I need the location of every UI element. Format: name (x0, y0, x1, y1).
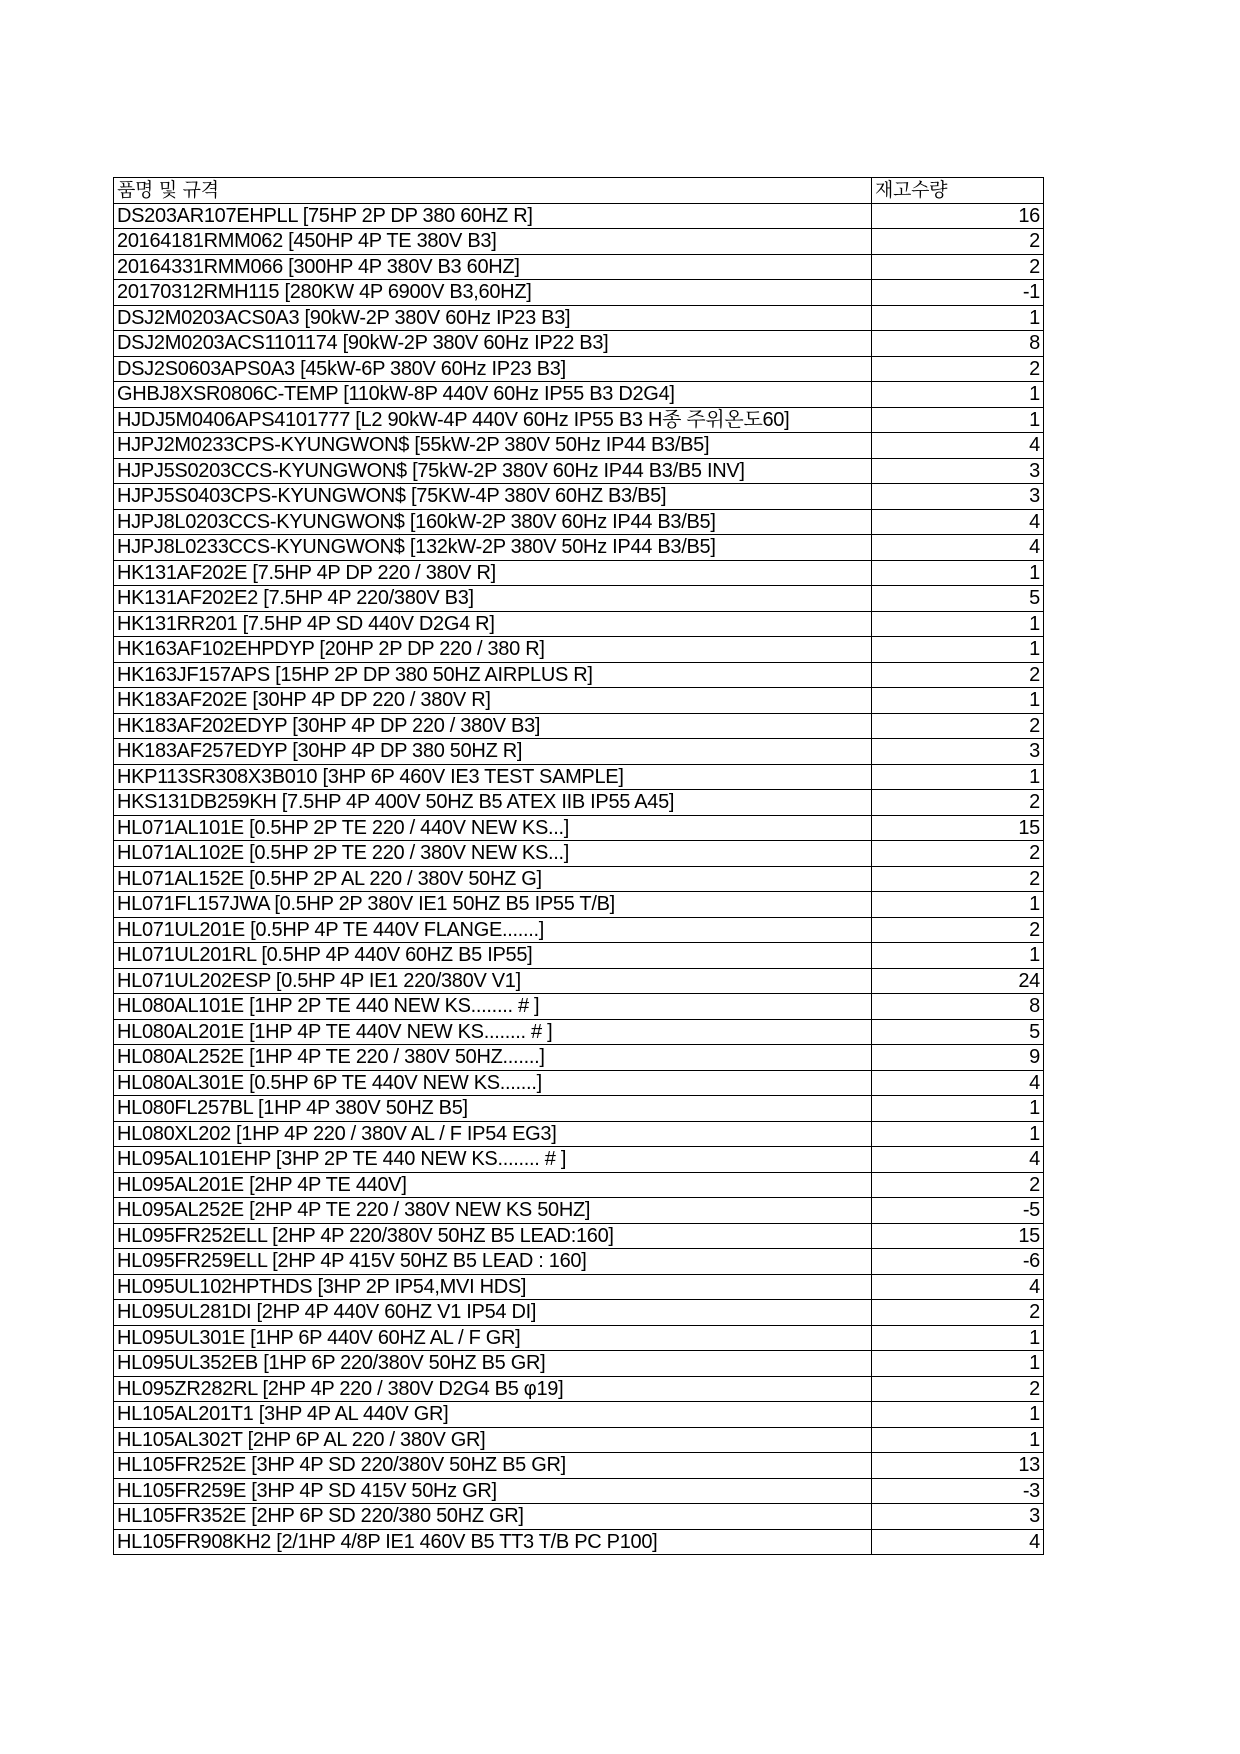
stock-qty-cell: -5 (872, 1198, 1044, 1224)
item-name-cell: HL080AL301E [0.5HP 6P TE 440V NEW KS.......] (114, 1070, 872, 1096)
table-header-row (114, 178, 1044, 204)
item-name-cell: 20164331RMM066 [300HP 4P 380V B3 60HZ] (114, 254, 872, 280)
table-row (114, 1376, 1044, 1402)
stock-qty-cell: 1 (872, 1427, 1044, 1453)
table-row (114, 458, 1044, 484)
table-row (114, 1045, 1044, 1071)
table-row (114, 968, 1044, 994)
item-name-cell: HL095AL252E [2HP 4P TE 220 / 380V NEW KS 50HZ] (114, 1198, 872, 1224)
item-name-cell: HL105FR352E [2HP 6P SD 220/380 50HZ GR] (114, 1504, 872, 1530)
table-row (114, 1070, 1044, 1096)
stock-qty-cell: 4 (872, 1274, 1044, 1300)
table-row (114, 994, 1044, 1020)
table-row (114, 407, 1044, 433)
item-name-cell: HK131AF202E [7.5HP 4P DP 220 / 380V R] (114, 560, 872, 586)
item-name-cell: HJPJ8L0233CCS-KYUNGWON$ [132kW-2P 380V 50Hz IP44 B3/B5] (114, 535, 872, 561)
stock-qty-cell: 1 (872, 943, 1044, 969)
table-row (114, 1121, 1044, 1147)
item-name-cell: HL095AL101EHP [3HP 2P TE 440 NEW KS........ # ] (114, 1147, 872, 1173)
stock-qty-cell: 4 (872, 1529, 1044, 1555)
stock-qty-cell: 2 (872, 1172, 1044, 1198)
table-row (114, 586, 1044, 612)
item-name-cell: DSJ2M0203ACS1101174 [90kW-2P 380V 60Hz IP22 B3] (114, 331, 872, 357)
stock-qty-cell: 2 (872, 1376, 1044, 1402)
table-row (114, 790, 1044, 816)
item-name-cell: HL071AL152E [0.5HP 2P AL 220 / 380V 50HZ G] (114, 866, 872, 892)
table-row (114, 1325, 1044, 1351)
stock-qty-cell: 1 (872, 892, 1044, 918)
table-row (114, 1427, 1044, 1453)
table-row (114, 535, 1044, 561)
stock-qty-cell: 1 (872, 407, 1044, 433)
stock-qty-cell: 8 (872, 331, 1044, 357)
item-name-cell: HL071UL201RL [0.5HP 4P 440V 60HZ B5 IP55] (114, 943, 872, 969)
stock-qty-cell: -1 (872, 280, 1044, 306)
stock-qty-cell: 4 (872, 433, 1044, 459)
stock-qty-cell: 1 (872, 688, 1044, 714)
table-row (114, 356, 1044, 382)
stock-qty-cell: 1 (872, 611, 1044, 637)
item-name-cell: HL071UL202ESP [0.5HP 4P IE1 220/380V V1] (114, 968, 872, 994)
stock-qty-cell: 13 (872, 1453, 1044, 1479)
stock-qty-cell: 2 (872, 790, 1044, 816)
stock-qty-cell: 15 (872, 1223, 1044, 1249)
table-row (114, 815, 1044, 841)
stock-qty-cell: 2 (872, 841, 1044, 867)
table-row (114, 509, 1044, 535)
table-row (114, 229, 1044, 255)
item-name-cell: DSJ2M0203ACS0A3 [90kW-2P 380V 60Hz IP23 B3] (114, 305, 872, 331)
stock-qty-cell: 15 (872, 815, 1044, 841)
table-row (114, 1172, 1044, 1198)
item-name-cell: HK183AF202EDYP [30HP 4P DP 220 / 380V B3] (114, 713, 872, 739)
item-name-cell: HL095FR252ELL [2HP 4P 220/380V 50HZ B5 LEAD:160] (114, 1223, 872, 1249)
item-name-cell: HL095UL281DI [2HP 4P 440V 60HZ V1 IP54 DI] (114, 1300, 872, 1326)
stock-qty-cell: 2 (872, 1300, 1044, 1326)
inventory-sheet (113, 177, 1043, 1555)
item-name-cell: HK163JF157APS [15HP 2P DP 380 50HZ AIRPLUS R] (114, 662, 872, 688)
table-body (114, 203, 1044, 1555)
stock-qty-cell: 1 (872, 637, 1044, 663)
item-name-cell: HL105FR252E [3HP 4P SD 220/380V 50HZ B5 GR] (114, 1453, 872, 1479)
item-name-cell: HJDJ5M0406APS4101777 [L2 90kW-4P 440V 60Hz IP55 B3 H종 주위온도60] (114, 407, 872, 433)
table-row (114, 662, 1044, 688)
item-name-cell: HK163AF102EHPDYP [20HP 2P DP 220 / 380 R] (114, 637, 872, 663)
item-name-cell: HL105AL201T1 [3HP 4P AL 440V GR] (114, 1402, 872, 1428)
item-name-cell: HL071AL101E [0.5HP 2P TE 220 / 440V NEW KS...] (114, 815, 872, 841)
stock-qty-cell: 4 (872, 535, 1044, 561)
table-row (114, 1453, 1044, 1479)
stock-qty-cell: 1 (872, 764, 1044, 790)
item-name-cell: HKP113SR308X3B010 [3HP 6P 460V IE3 TEST SAMPLE] (114, 764, 872, 790)
table-row (114, 280, 1044, 306)
stock-qty-cell: -6 (872, 1249, 1044, 1275)
inventory-table (113, 177, 1044, 1555)
stock-qty-cell: 1 (872, 305, 1044, 331)
item-name-cell: HL095AL201E [2HP 4P TE 440V] (114, 1172, 872, 1198)
stock-qty-cell: 1 (872, 1351, 1044, 1377)
item-name-cell: HJPJ2M0233CPS-KYUNGWON$ [55kW-2P 380V 50Hz IP44 B3/B5] (114, 433, 872, 459)
stock-qty-cell: 1 (872, 382, 1044, 408)
stock-qty-cell: 2 (872, 917, 1044, 943)
stock-qty-cell: 4 (872, 1147, 1044, 1173)
header-item-name: 품명 및 규격 (114, 178, 872, 204)
stock-qty-cell: 9 (872, 1045, 1044, 1071)
table-row (114, 305, 1044, 331)
table-row (114, 203, 1044, 229)
table-row (114, 637, 1044, 663)
table-row (114, 560, 1044, 586)
item-name-cell: HL080FL257BL [1HP 4P 380V 50HZ B5] (114, 1096, 872, 1122)
item-name-cell: HL071FL157JWA [0.5HP 2P 380V IE1 50HZ B5 IP55 T/B] (114, 892, 872, 918)
stock-qty-cell: 3 (872, 458, 1044, 484)
table-row (114, 866, 1044, 892)
item-name-cell: 20170312RMH115 [280KW 4P 6900V B3,60HZ] (114, 280, 872, 306)
table-row (114, 611, 1044, 637)
stock-qty-cell: 16 (872, 203, 1044, 229)
item-name-cell: HK183AF202E [30HP 4P DP 220 / 380V R] (114, 688, 872, 714)
stock-qty-cell: 3 (872, 484, 1044, 510)
table-row (114, 841, 1044, 867)
table-row (114, 1147, 1044, 1173)
item-name-cell: HK131RR201 [7.5HP 4P SD 440V D2G4 R] (114, 611, 872, 637)
stock-qty-cell: 2 (872, 713, 1044, 739)
stock-qty-cell: 1 (872, 1121, 1044, 1147)
item-name-cell: HKS131DB259KH [7.5HP 4P 400V 50HZ B5 ATEX IIB IP55 A45] (114, 790, 872, 816)
table-row (114, 433, 1044, 459)
item-name-cell: 20164181RMM062 [450HP 4P TE 380V B3] (114, 229, 872, 255)
item-name-cell: HJPJ5S0403CPS-KYUNGWON$ [75KW-4P 380V 60HZ B3/B5] (114, 484, 872, 510)
stock-qty-cell: 2 (872, 662, 1044, 688)
item-name-cell: HL095UL102HPTHDS [3HP 2P IP54,MVI HDS] (114, 1274, 872, 1300)
item-name-cell: HL071UL201E [0.5HP 4P TE 440V FLANGE.......] (114, 917, 872, 943)
stock-qty-cell: 2 (872, 866, 1044, 892)
item-name-cell: HL095UL352EB [1HP 6P 220/380V 50HZ B5 GR] (114, 1351, 872, 1377)
table-row (114, 1274, 1044, 1300)
table-row (114, 1351, 1044, 1377)
table-row (114, 1300, 1044, 1326)
stock-qty-cell: 1 (872, 1402, 1044, 1428)
table-row (114, 892, 1044, 918)
stock-qty-cell: 4 (872, 509, 1044, 535)
table-row (114, 1504, 1044, 1530)
item-name-cell: HL095UL301E [1HP 6P 440V 60HZ AL / F GR] (114, 1325, 872, 1351)
table-row (114, 1529, 1044, 1555)
table-row (114, 1019, 1044, 1045)
table-row (114, 764, 1044, 790)
table-row (114, 1402, 1044, 1428)
table-row (114, 382, 1044, 408)
item-name-cell: HL080AL101E [1HP 2P TE 440 NEW KS........ # ] (114, 994, 872, 1020)
table-row (114, 1478, 1044, 1504)
item-name-cell: HL095ZR282RL [2HP 4P 220 / 380V D2G4 B5 φ19] (114, 1376, 872, 1402)
table-row (114, 484, 1044, 510)
table-row (114, 739, 1044, 765)
item-name-cell: HL080XL202 [1HP 4P 220 / 380V AL / F IP54 EG3] (114, 1121, 872, 1147)
table-row (114, 1223, 1044, 1249)
stock-qty-cell: 2 (872, 229, 1044, 255)
item-name-cell: DSJ2S0603APS0A3 [45kW-6P 380V 60Hz IP23 B3] (114, 356, 872, 382)
table-row (114, 688, 1044, 714)
table-row (114, 331, 1044, 357)
table-row (114, 1198, 1044, 1224)
item-name-cell: HL105FR908KH2 [2/1HP 4/8P IE1 460V B5 TT3 T/B PC P100] (114, 1529, 872, 1555)
stock-qty-cell: -3 (872, 1478, 1044, 1504)
table-row (114, 1096, 1044, 1122)
header-stock-qty: 재고수량 (872, 178, 1044, 204)
stock-qty-cell: 8 (872, 994, 1044, 1020)
stock-qty-cell: 3 (872, 1504, 1044, 1530)
stock-qty-cell: 2 (872, 254, 1044, 280)
stock-qty-cell: 2 (872, 356, 1044, 382)
item-name-cell: GHBJ8XSR0806C-TEMP [110kW-8P 440V 60Hz IP55 B3 D2G4] (114, 382, 872, 408)
stock-qty-cell: 1 (872, 1325, 1044, 1351)
stock-qty-cell: 4 (872, 1070, 1044, 1096)
item-name-cell: HK131AF202E2 [7.5HP 4P 220/380V B3] (114, 586, 872, 612)
item-name-cell: HL080AL252E [1HP 4P TE 220 / 380V 50HZ.......] (114, 1045, 872, 1071)
item-name-cell: HL080AL201E [1HP 4P TE 440V NEW KS........ # ] (114, 1019, 872, 1045)
stock-qty-cell: 5 (872, 1019, 1044, 1045)
item-name-cell: HL105AL302T [2HP 6P AL 220 / 380V GR] (114, 1427, 872, 1453)
item-name-cell: DS203AR107EHPLL [75HP 2P DP 380 60HZ R] (114, 203, 872, 229)
table-row (114, 713, 1044, 739)
stock-qty-cell: 24 (872, 968, 1044, 994)
item-name-cell: HL095FR259ELL [2HP 4P 415V 50HZ B5 LEAD : 160] (114, 1249, 872, 1275)
item-name-cell: HL105FR259E [3HP 4P SD 415V 50Hz GR] (114, 1478, 872, 1504)
item-name-cell: HK183AF257EDYP [30HP 4P DP 380 50HZ R] (114, 739, 872, 765)
table-row (114, 917, 1044, 943)
table-row (114, 254, 1044, 280)
stock-qty-cell: 1 (872, 1096, 1044, 1122)
table-row (114, 943, 1044, 969)
stock-qty-cell: 5 (872, 586, 1044, 612)
table-row (114, 1249, 1044, 1275)
stock-qty-cell: 3 (872, 739, 1044, 765)
item-name-cell: HL071AL102E [0.5HP 2P TE 220 / 380V NEW KS...] (114, 841, 872, 867)
item-name-cell: HJPJ5S0203CCS-KYUNGWON$ [75kW-2P 380V 60Hz IP44 B3/B5 INV] (114, 458, 872, 484)
stock-qty-cell: 1 (872, 560, 1044, 586)
item-name-cell: HJPJ8L0203CCS-KYUNGWON$ [160kW-2P 380V 60Hz IP44 B3/B5] (114, 509, 872, 535)
